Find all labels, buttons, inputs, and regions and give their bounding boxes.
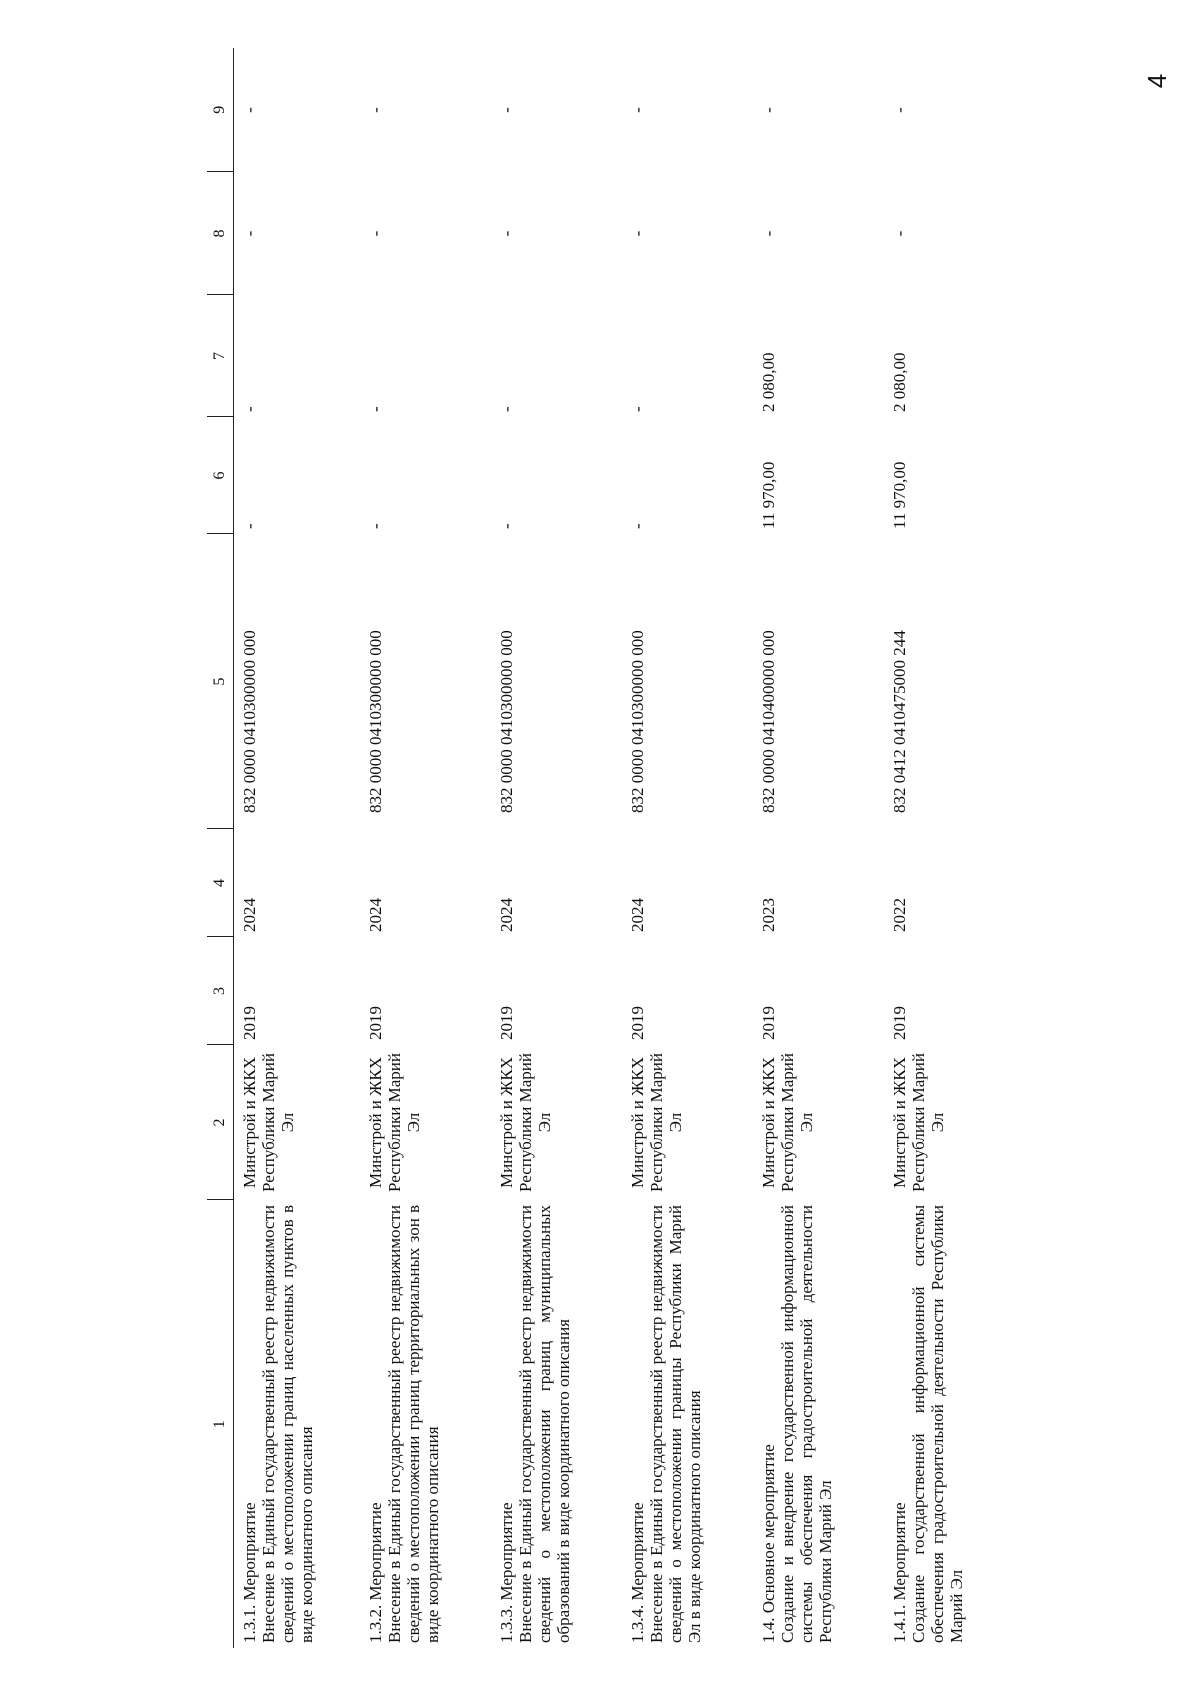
table-row bbox=[622, 48, 753, 1648]
table-row bbox=[884, 48, 1015, 1648]
activity-cell bbox=[360, 1200, 491, 1648]
end-year-cell: 2024 bbox=[497, 898, 516, 932]
column-7-cell: 2 080,00 bbox=[890, 352, 909, 412]
column-9-cell: - bbox=[890, 107, 909, 113]
executor-cell: Минстрой и ЖКХ Республики Марий Эл bbox=[890, 1053, 948, 1192]
start-year-cell: 2019 bbox=[240, 1006, 259, 1040]
budget-code-cell: 832 0000 0410300000 000 bbox=[240, 630, 259, 813]
budget-code-cell: 832 0000 0410300000 000 bbox=[628, 630, 647, 813]
end-year-cell: 2023 bbox=[759, 898, 778, 932]
activity-cell bbox=[622, 1200, 753, 1648]
column-9-cell: - bbox=[628, 107, 647, 113]
column-6-cell: - bbox=[628, 523, 647, 529]
budget-code-cell: 832 0000 0410300000 000 bbox=[497, 630, 516, 813]
start-year-cell: 2019 bbox=[497, 1006, 516, 1040]
activity-description: Внесение в Единый государственный реестр недвижимости сведений о местоположении границ населенных пунктов в виде координатного описания bbox=[259, 1205, 317, 1643]
header-row bbox=[207, 48, 234, 1648]
table-row bbox=[491, 48, 622, 1648]
activity-cell bbox=[491, 1200, 622, 1648]
column-header-4: 4 bbox=[207, 829, 234, 937]
end-year-cell: 2022 bbox=[890, 898, 909, 932]
column-header-5: 5 bbox=[207, 534, 234, 829]
activity-code: 1.4.1. Мероприятие bbox=[890, 1502, 909, 1643]
activity-description: Создание государственной информационной системы обеспечения градостроительной деятельности Республики Марий Эл bbox=[909, 1205, 967, 1643]
activity-description: Создание и внедрение государственной информационной системы обеспечения градостроительной деятельности Республики Марий Эл bbox=[778, 1205, 836, 1643]
column-6-cell: - bbox=[366, 523, 385, 529]
column-6-cell: - bbox=[240, 523, 259, 529]
activity-cell bbox=[234, 1200, 361, 1648]
column-7-cell: 2 080,00 bbox=[759, 352, 778, 412]
table-row bbox=[360, 48, 491, 1648]
column-7-cell: - bbox=[366, 406, 385, 412]
activity-code: 1.3.2. Мероприятие bbox=[366, 1502, 385, 1643]
activity-code: 1.4. Основное мероприятие bbox=[759, 1444, 778, 1643]
activity-cell bbox=[753, 1200, 884, 1648]
start-year-cell: 2019 bbox=[759, 1006, 778, 1040]
column-9-cell: - bbox=[366, 107, 385, 113]
executor-cell: Минстрой и ЖКХ Республики Марий Эл bbox=[366, 1053, 424, 1192]
table-row bbox=[753, 48, 884, 1648]
rotated-table-container bbox=[207, 48, 987, 1648]
page-number: 4 bbox=[1142, 73, 1173, 89]
column-9-cell: - bbox=[497, 107, 516, 113]
column-header-8: 8 bbox=[207, 172, 234, 295]
column-7-cell: - bbox=[628, 406, 647, 412]
column-9-cell: - bbox=[759, 107, 778, 113]
program-activities-table bbox=[207, 48, 1015, 1648]
column-7-cell: - bbox=[240, 406, 259, 412]
start-year-cell: 2019 bbox=[628, 1006, 647, 1040]
executor-cell: Минстрой и ЖКХ Республики Марий Эл bbox=[497, 1053, 555, 1192]
column-header-1: 1 bbox=[207, 1200, 234, 1648]
column-9-cell: - bbox=[240, 107, 259, 113]
column-8-cell: - bbox=[240, 230, 259, 237]
end-year-cell: 2024 bbox=[628, 898, 647, 932]
table-row bbox=[234, 48, 361, 1648]
column-8-cell: - bbox=[628, 230, 647, 237]
column-8-cell: - bbox=[759, 230, 778, 237]
budget-code-cell: 832 0000 0410400000 000 bbox=[759, 630, 778, 813]
column-header-6: 6 bbox=[207, 417, 234, 534]
column-8-cell: - bbox=[366, 230, 385, 237]
activity-code: 1.3.4. Мероприятие bbox=[628, 1502, 647, 1643]
column-header-2: 2 bbox=[207, 1045, 234, 1200]
column-header-9: 9 bbox=[207, 48, 234, 172]
activity-description: Внесение в Единый государственный реестр недвижимости сведений о местоположении границы Республики Марий Эл в виде координатного описания bbox=[647, 1205, 705, 1643]
column-8-cell: - bbox=[497, 230, 516, 237]
executor-cell: Минстрой и ЖКХ Республики Марий Эл bbox=[628, 1053, 686, 1192]
end-year-cell: 2024 bbox=[366, 898, 385, 932]
budget-code-cell: 832 0000 0410300000 000 bbox=[366, 630, 385, 813]
column-6-cell: 11 970,00 bbox=[890, 461, 909, 529]
column-7-cell: - bbox=[497, 406, 516, 412]
activity-code: 1.3.3. Мероприятие bbox=[497, 1502, 516, 1643]
column-header-7: 7 bbox=[207, 295, 234, 417]
activity-code: 1.3.1. Мероприятие bbox=[240, 1502, 259, 1643]
column-6-cell: - bbox=[497, 523, 516, 529]
column-8-cell: - bbox=[890, 230, 909, 237]
start-year-cell: 2019 bbox=[890, 1006, 909, 1040]
executor-cell: Минстрой и ЖКХ Республики Марий Эл bbox=[759, 1053, 817, 1192]
activity-description: Внесение в Единый государственный реестр недвижимости сведений о местоположении границ территориальных зон в виде координатного описания bbox=[385, 1205, 443, 1643]
column-6-cell: 11 970,00 bbox=[759, 461, 778, 529]
column-header-3: 3 bbox=[207, 937, 234, 1045]
activity-description: Внесение в Единый государственный реестр недвижимости сведений о местоположении границ муниципальных образований в виде координатного описания bbox=[516, 1205, 574, 1643]
end-year-cell: 2024 bbox=[240, 898, 259, 932]
budget-code-cell: 832 0412 0410475000 244 bbox=[890, 630, 909, 813]
activity-cell bbox=[884, 1200, 1015, 1648]
start-year-cell: 2019 bbox=[366, 1006, 385, 1040]
executor-cell: Минстрой и ЖКХ Республики Марий Эл bbox=[240, 1053, 298, 1192]
